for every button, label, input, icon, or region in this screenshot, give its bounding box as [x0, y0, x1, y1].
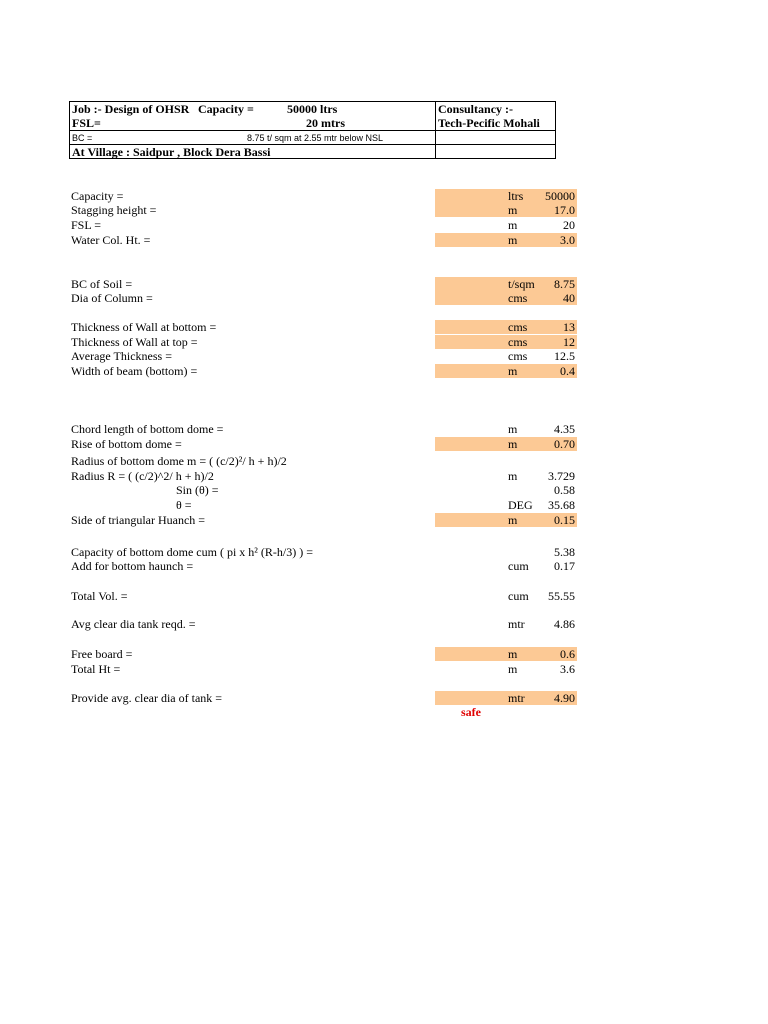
row-unit: m [508, 662, 518, 676]
row-label: Average Thickness = [71, 349, 172, 363]
value-cell: 35.68 [548, 498, 575, 512]
input-cell[interactable]: 0.4 [435, 364, 577, 378]
row-unit: DEG [508, 498, 533, 512]
row-label: Thickness of Wall at top = [71, 335, 198, 349]
value-cell: 3.729 [548, 469, 575, 483]
row-unit: m [508, 364, 518, 378]
row-add-haunch [71, 559, 575, 573]
input-cell[interactable]: 0.6 [435, 647, 577, 661]
capacity-value: 50000 ltrs [287, 102, 338, 116]
fsl-label: FSL= [72, 116, 101, 130]
header-row-divider [70, 130, 555, 131]
row-dia-column [71, 291, 575, 305]
row-provide-clear-dia [71, 691, 575, 705]
village-info: At Village : Saidpur , Block Dera Bassi [72, 145, 271, 159]
row-label: Width of beam (bottom) = [71, 364, 198, 378]
bc-label: BC = [72, 133, 93, 143]
input-cell[interactable]: 13 [435, 320, 577, 334]
row-unit: cum [508, 559, 529, 573]
row-sin-theta [71, 483, 575, 497]
input-cell[interactable]: 40 [435, 291, 577, 305]
row-unit: mtr [508, 691, 525, 705]
row-capacity [71, 189, 575, 203]
input-cell[interactable]: 0.15 [435, 513, 577, 527]
input-cell[interactable]: 4.90 [435, 691, 577, 705]
input-cell[interactable]: 3.0 [435, 233, 577, 247]
row-total-vol [71, 589, 575, 603]
row-label: FSL = [71, 218, 101, 232]
input-cell[interactable]: 12 [435, 335, 577, 349]
row-average-thickness [71, 349, 575, 363]
row-label: Side of triangular Huanch = [71, 513, 206, 527]
input-cell[interactable]: 50000 [435, 189, 577, 203]
row-unit: m [508, 233, 518, 247]
row-label: Chord length of bottom dome = [71, 422, 224, 436]
row-label: Avg clear dia tank reqd. = [71, 617, 196, 631]
value-cell: 4.86 [554, 617, 575, 631]
row-rise-dome [71, 437, 575, 451]
row-radius-formula [71, 454, 541, 468]
row-water-col-ht [71, 233, 575, 247]
header-box [69, 101, 556, 159]
row-unit: m [508, 203, 518, 217]
row-chord-length [71, 422, 575, 436]
row-label: Add for bottom haunch = [71, 559, 194, 573]
value-cell: 0.17 [554, 559, 575, 573]
consultancy-name: Tech-Pecific Mohali [438, 116, 540, 130]
row-fsl [71, 218, 575, 232]
row-unit: cms [508, 291, 528, 305]
bc-value: 8.75 t/ sqm at 2.55 mtr below NSL [247, 133, 384, 143]
row-bc-soil [71, 277, 575, 291]
row-label: Total Ht = [71, 662, 121, 676]
row-unit: m [508, 437, 518, 451]
value-cell: 4.35 [554, 422, 575, 436]
row-label: Total Vol. = [71, 589, 128, 603]
row-total-ht [71, 662, 575, 676]
row-label: BC of Soil = [71, 277, 133, 291]
value-cell: 5.38 [554, 545, 575, 559]
value-cell: 12.5 [554, 349, 575, 363]
row-free-board [71, 647, 575, 661]
row-label: Water Col. Ht. = [71, 233, 151, 247]
row-side-haunch [71, 513, 575, 527]
row-unit: cms [508, 349, 528, 363]
row-unit: m [508, 513, 518, 527]
value-cell: 55.55 [548, 589, 575, 603]
row-label: θ = [176, 498, 192, 512]
row-width-beam [71, 364, 575, 378]
row-label: Radius of bottom dome m = ( (c/2)²/ h + h)/2 [71, 454, 287, 468]
value-cell: 3.6 [560, 662, 575, 676]
row-label: Capacity = [71, 189, 124, 203]
row-label: Radius R = ( (c/2)^2/ h + h)/2 [71, 469, 214, 483]
input-cell[interactable]: 0.70 [435, 437, 577, 451]
row-label: Sin (θ) = [176, 483, 219, 497]
row-capacity-dome [71, 545, 575, 559]
job-title: Job :- Design of OHSR [72, 102, 190, 116]
row-unit: cum [508, 589, 529, 603]
row-unit: m [508, 647, 518, 661]
row-unit: mtr [508, 617, 525, 631]
row-label: Stagging height = [71, 203, 157, 217]
row-avg-clear-dia [71, 617, 575, 631]
input-cell[interactable]: 8.75 [435, 277, 577, 291]
value-cell: 20 [563, 218, 575, 232]
row-unit: m [508, 469, 518, 483]
row-wall-bottom [71, 320, 575, 334]
row-label: Free board = [71, 647, 133, 661]
row-unit: t/sqm [508, 277, 535, 291]
row-unit: m [508, 218, 518, 232]
row-unit: m [508, 422, 518, 436]
capacity-label: Capacity = [198, 102, 254, 116]
row-label: Dia of Column = [71, 291, 153, 305]
row-stagging-height [71, 203, 575, 217]
row-unit: cms [508, 320, 528, 334]
row-theta [71, 498, 575, 512]
row-unit: ltrs [508, 189, 524, 203]
input-cell[interactable]: 17.0 [435, 203, 577, 217]
row-wall-top [71, 335, 575, 349]
row-label: Rise of bottom dome = [71, 437, 182, 451]
row-label: Thickness of Wall at bottom = [71, 320, 217, 334]
fsl-value: 20 mtrs [306, 116, 345, 130]
row-radius-r [71, 469, 575, 483]
safe-status: safe [461, 705, 481, 719]
row-unit: cms [508, 335, 528, 349]
row-label: Provide avg. clear dia of tank = [71, 691, 223, 705]
value-cell: 0.58 [554, 483, 575, 497]
row-label: Capacity of bottom dome cum ( pi x h² (R-h/3) ) = [71, 545, 313, 559]
consultancy-label: Consultancy :- [438, 102, 514, 116]
